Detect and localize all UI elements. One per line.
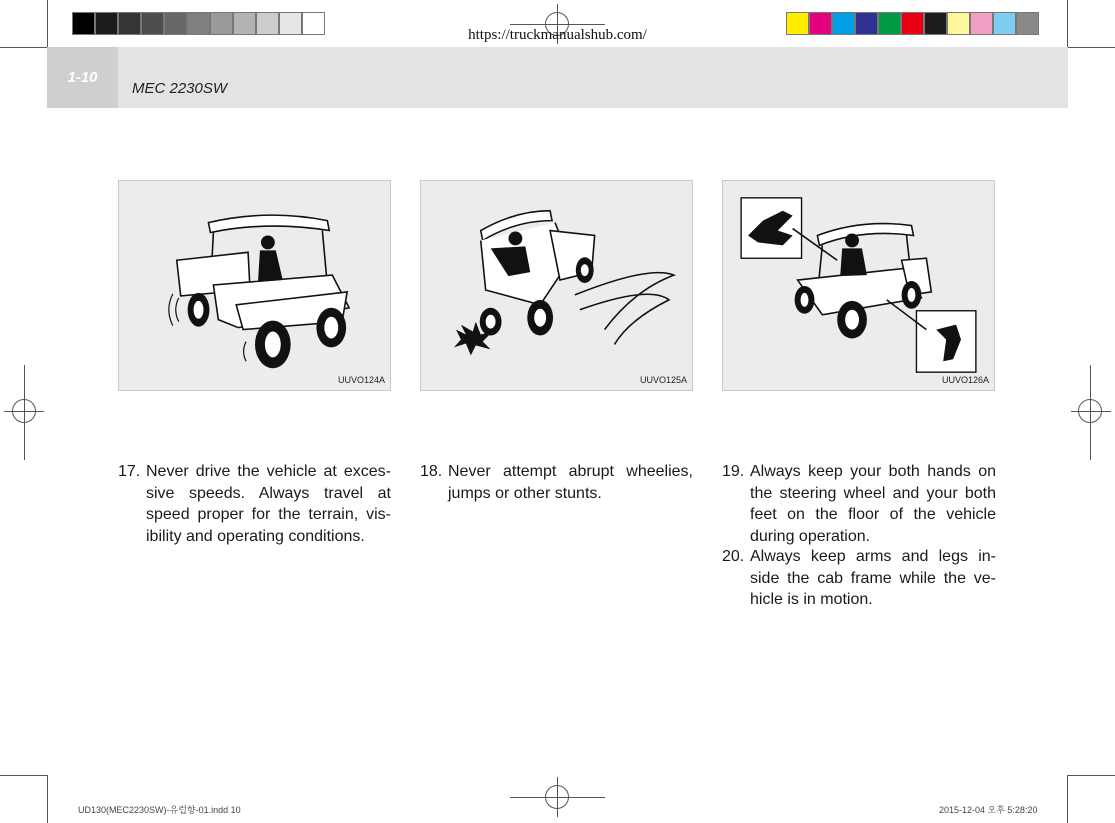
item-text: Never attempt abrupt wheelies, jumps or other stunts. [448, 463, 693, 502]
page-header-band [47, 47, 1068, 108]
item-number: 18. [420, 463, 443, 480]
figure-code: UUVO126A [941, 375, 989, 385]
utv-driver-icon [119, 181, 390, 390]
utv-hands-feet-icon [723, 181, 994, 390]
registration-mark-icon [1078, 399, 1102, 423]
utv-wheelie-icon [421, 181, 692, 390]
page-number: 1-10 [47, 47, 118, 108]
list-item [722, 461, 996, 547]
item-text: Always keep arms and legs in- side the cab frame while the ve- hicle is in motion. [750, 548, 996, 608]
page-title: MEC 2230SW [132, 80, 228, 97]
crop-mark [47, 775, 48, 823]
figure-1 [118, 180, 391, 391]
figure-code: UUVO124A [337, 375, 385, 385]
crop-mark [1068, 47, 1115, 48]
figure-2 [420, 180, 693, 391]
registration-mark-icon [12, 399, 36, 423]
item-text: Always keep your both hands on the steering wheel and your both feet on the floor of the vehicle during operation. [750, 463, 996, 545]
crop-mark [1068, 775, 1115, 776]
crop-mark [1067, 775, 1068, 823]
list-item [722, 546, 996, 611]
item-number: 19. [722, 463, 745, 480]
item-text: Never drive the vehicle at exces- sive speeds. Always travel at speed proper for the terrain, vis- ibility and operating conditions. [146, 463, 391, 545]
item-number: 17. [118, 463, 141, 480]
item-number: 20. [722, 548, 745, 565]
footer-timestamp: 2015-12-04 오후 5:28:20 [939, 805, 1038, 815]
registration-mark-icon [545, 785, 569, 809]
footer-file-slug: UD130(MEC2230SW)-유럽향-01.indd 10 [78, 805, 241, 815]
figure-3 [722, 180, 995, 391]
crop-mark [0, 47, 47, 48]
source-url: https://truckmanualshub.com/ [468, 27, 647, 43]
list-item [118, 461, 391, 547]
crop-mark [0, 775, 47, 776]
list-item [420, 461, 693, 504]
figure-code: UUVO125A [639, 375, 687, 385]
